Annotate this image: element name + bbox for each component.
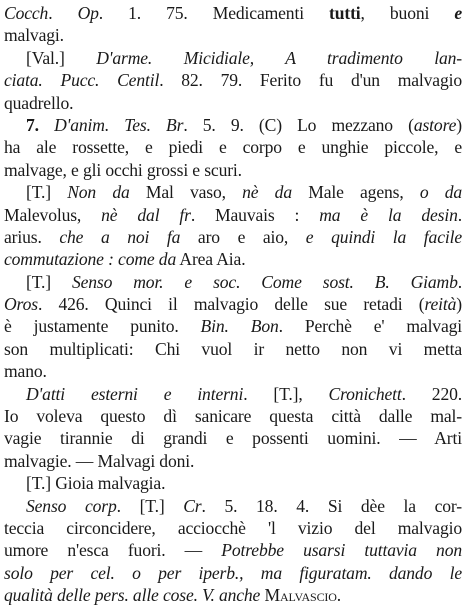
text-segment: Mal vaso, [129,182,243,203]
text-segment: aro e aio, [180,226,306,247]
text-segment: reità [424,294,457,315]
text-segment: son multiplicati: Chi vuol ir netto non vi metta [4,338,462,359]
text-segment: [T.] Gioia malvagia. [26,473,166,494]
text-segment: Oros [4,294,38,315]
text-segment: D'anim. Tes. Br [54,114,184,135]
text-line [4,293,462,315]
text-segment: . [T.], [243,383,329,404]
text-segment: Potrebbe usarsi tuttavia non [221,540,462,561]
text-segment: ciata. Pucc. Centil [4,70,160,91]
text-line [4,495,462,517]
text-segment: ma è la desin [319,204,458,225]
text-segment: Cocch [4,3,49,23]
text-segment: D'arme. Micidiale, A tradimento lan- [96,47,462,68]
text-line [4,315,462,337]
text-segment: arius. [4,226,60,247]
text-line [4,159,462,181]
text-line [4,2,462,24]
text-segment: . 5. 18. 4. Si dèe la cor- [201,495,462,516]
text-line [4,69,462,91]
text-segment: malvagie. — Malvagi doni. [4,450,195,471]
text-segment: . [457,204,462,225]
text-line [4,539,462,561]
text-segment: [Val.] [26,47,97,68]
text-segment: e [454,3,462,23]
text-segment: Cronichett [328,383,402,404]
text-segment: . 426. Quinci il malvagio delle sue retadi ( [37,294,425,315]
text-line [4,405,462,427]
text-line [4,47,462,69]
text-segment: solo per cel. o per iperb., ma figuratam. dando le [4,562,462,583]
text-segment: Male agens, [291,182,420,203]
text-segment: o da [419,182,462,203]
text-line [4,181,462,203]
text-segment: Senso corp [26,495,117,516]
text-line [4,584,462,606]
text-segment: . 1. 75. Medicamenti [98,3,330,23]
text-line [4,427,462,449]
text-segment: vagie tirannie di grandi e possenti uomini. — Arti [4,428,462,449]
text-segment: malvage, e gli occhi grossi e scuri. [4,159,242,180]
text-segment: , buoni [360,3,455,23]
text-segment: tutti [329,3,361,23]
text-segment: Senso mor. e soc. Come sost. B. Giamb [71,271,458,292]
text-segment: nè dal fr [101,204,191,225]
text-line [4,562,462,584]
text-segment: Non da [67,182,130,203]
text-segment: teccia circoncidere, acciocchè 'l vizio del malvagio [4,517,462,538]
text-segment: nè da [242,182,292,203]
text-segment: 7. [26,114,55,135]
text-segment: Area Aia. [176,249,246,270]
text-segment: D'atti esterni e interni [26,383,244,404]
text-line [4,204,462,226]
text-line [4,248,462,270]
text-segment: . Perchè e' malvagi [278,316,462,337]
text-segment: . 220. [401,383,462,404]
text-line [4,338,462,360]
text-segment: mano. [4,361,47,382]
text-segment: Op [77,3,99,23]
text-line [4,472,462,494]
text-line [4,226,462,248]
text-segment: . 5. 9. (C) Lo mezzano ( [183,114,414,135]
text-line [4,271,462,293]
text-line [4,360,462,382]
text-segment: è justamente punito. [4,316,201,337]
text-segment: malvagi. [4,25,64,46]
text-line [4,136,462,158]
text-segment: ) [456,294,462,315]
text-segment: . [T.] [116,495,184,516]
text-segment: Io voleva questo dì sanicare questa città dalle mal- [4,406,462,427]
text-line [4,114,462,136]
text-segment: . [457,271,462,292]
text-segment: che a noi fa [59,226,181,247]
text-line [4,24,462,46]
text-segment: umore n'esca fuori. — [4,540,222,561]
text-segment: [T.] [26,182,68,203]
text-segment: qualità delle pers. alle cose. V. anche [4,585,265,606]
text-segment: e quindi la facile [305,226,462,247]
text-segment: Bin. Bon [200,316,279,337]
text-segment: ha ale rossette, e piedi e corpo e unghie piccole, e [4,137,462,158]
text-line [4,450,462,472]
text-segment: astore [413,114,457,135]
text-segment: . 82. 79. Ferito fu d'un malvagio [159,70,462,91]
text-segment: ) [456,114,462,135]
text-segment: Cr [183,495,202,516]
text-segment: quadrello. [4,92,74,113]
text-segment: [T.] [26,271,72,292]
text-segment: . [48,3,78,23]
text-segment: Malvascio [264,585,337,606]
text-segment: Malevolus, [4,204,102,225]
text-segment: . Mauvais : [190,204,320,225]
text-segment: . [336,585,342,606]
text-segment: commutazione : come da [4,249,177,270]
text-line [4,92,462,114]
text-line [4,517,462,539]
text-line [4,383,462,405]
